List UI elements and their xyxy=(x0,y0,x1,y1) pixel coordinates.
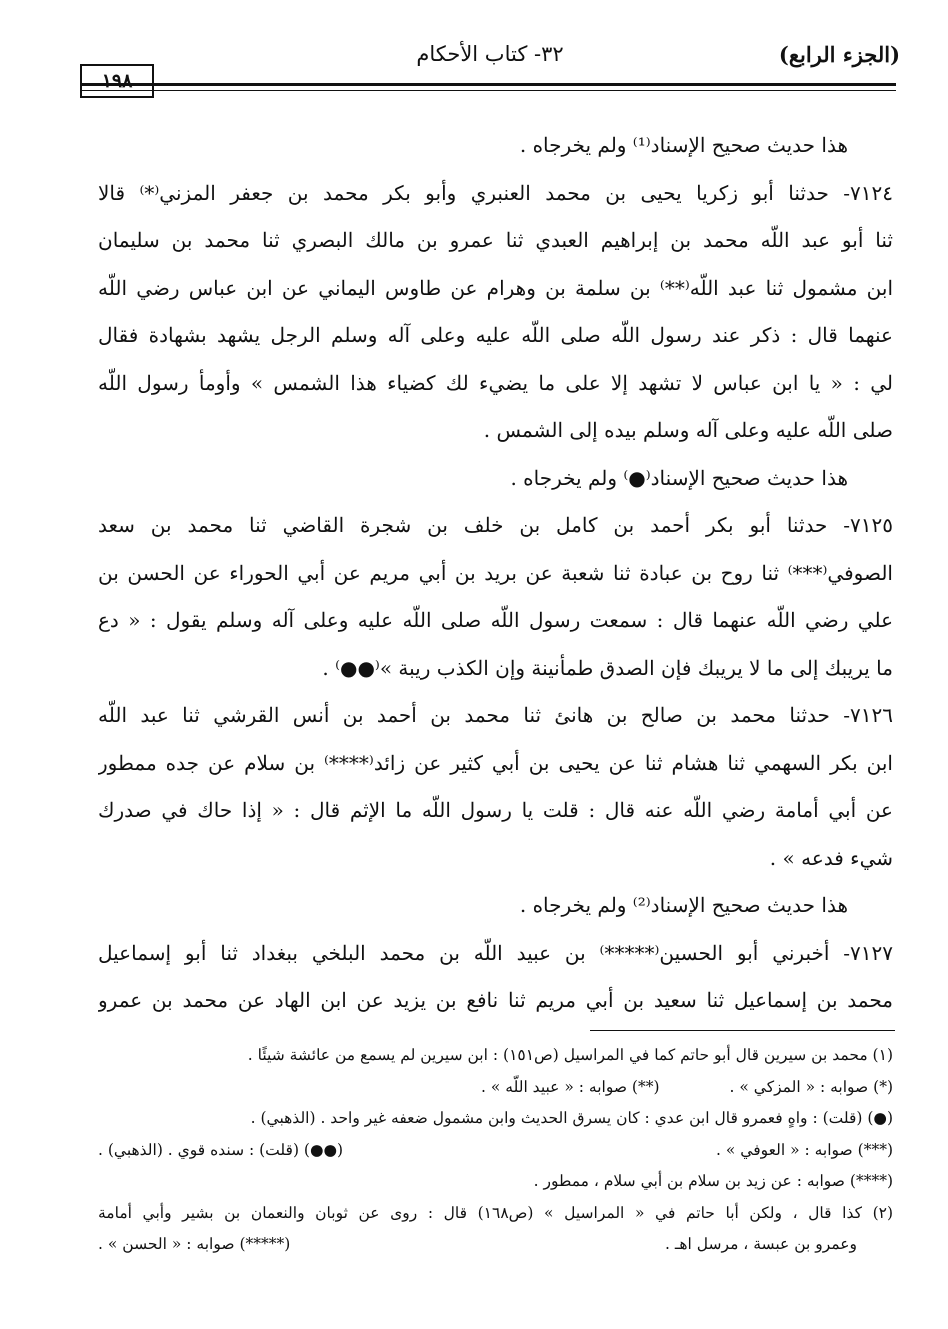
footnote-row xyxy=(98,1229,893,1261)
footnote: (**) صوابه : « عبيد اللّه » . xyxy=(481,1077,660,1096)
text-line: ابن مشمول ثنا عبد اللّه⁽**⁾ بن سلمة بن وهرام عن طاوس اليماني عن ابن عباس رضي اللّه xyxy=(98,275,893,300)
text-line: الصوفي⁽***⁾ ثنا روح بن عبادة ثنا شعبة عن بريد بن أبي مريم عن أبي الحوراء عن الحسن بن xyxy=(98,560,893,585)
footnotes xyxy=(98,1040,893,1261)
footnote: (****) صوابه : عن زيد بن سلام بن أبي سلام ، ممطور . xyxy=(533,1172,893,1190)
text-line: محمد بن إسماعيل ثنا سعيد بن أبي مريم ثنا نافع بن يزيد عن ابن الهاد عن محمد بن عمرو xyxy=(98,988,893,1012)
main-text xyxy=(98,122,893,1025)
footnote-separator xyxy=(590,1030,895,1031)
text-line: لي : « يا ابن عباس لا تشهد إلا على ما يضيء لك كضياء هذا الشمس » وأومأ رسول اللّه xyxy=(98,370,893,395)
text-line: ثنا أبو عبد اللّه محمد بن إبراهيم العبدي ثنا عمرو بن مالك البصري ثنا محمد بن سليمان xyxy=(98,228,893,252)
text-line: عن أبي أمامة رضي اللّه عنه قال : قلت يا رسول اللّه ما الإثم قال : « إذا حاك في صدرك xyxy=(98,798,893,822)
text-line: ٧١٢٥- حدثنا أبو بكر أحمد بن كامل بن خلف بن شجرة القاضي ثنا محمد بن سعد xyxy=(98,513,893,537)
header-rule-thin xyxy=(80,90,896,91)
footnote: (●●) (قلت) : سنده قوي . (الذهبي) . xyxy=(98,1140,344,1159)
footnote-row xyxy=(98,1072,893,1104)
text-line: صلى اللّه عليه وعلى آله وسلم بيده إلى الشمس . xyxy=(483,418,893,442)
footnote: وعمرو بن عبسة ، مرسل اهـ . xyxy=(664,1235,857,1253)
text-line: ابن بكر السهمي ثنا هشام ثنا عن يحيى بن أبي كثير عن زائد⁽****⁾ بن سلام عن جده ممطور xyxy=(98,750,893,775)
footnote: (*****) صوابه : « الحسن » . xyxy=(98,1235,291,1253)
footnote: (٢) كذا قال ، ولكن أبا حاتم في « المراسيل » (ص١٦٨) قال : روى عن ثوبان والنعمان بن بشير وأبي أمامة xyxy=(98,1203,893,1222)
text-line: علي رضي اللّه عنهما قال : سمعت رسول اللّه صلى اللّه عليه وعلى آله وسلم يقول : « دع xyxy=(98,608,893,632)
page-number: ١٩٨ xyxy=(80,64,154,98)
footnote-row xyxy=(98,1135,893,1167)
text-line: هذا حديث صحيح الإسناد⁽²⁾ ولم يخرجاه . xyxy=(519,893,848,917)
book-title: ٣٢- كتاب الأحكام xyxy=(416,42,564,66)
text-line: هذا حديث صحيح الإسناد⁽¹⁾ ولم يخرجاه . xyxy=(519,133,848,157)
footnote: (***) صوابه : « العوفي » . xyxy=(716,1140,893,1159)
header-rule xyxy=(80,83,896,86)
footnote: (١) محمد بن سيرين قال أبو حاتم كما في المراسيل (ص١٥١) : ابن سيرين لم يسمع من عائشة شيئًا . xyxy=(247,1046,893,1064)
volume-label: (الجزء الرابع) xyxy=(778,42,900,67)
running-header xyxy=(80,42,900,92)
footnote: (●) (قلت) : واهٍ فعمرو قال ابن عدي : كان يسرق الحديث وابن مشمول ضعفه غير واحد . (الذهبي) . xyxy=(250,1109,893,1127)
text-line: ٧١٢٤- حدثنا أبو زكريا يحيى بن محمد العنبري وأبو بكر محمد بن جعفر المزني⁽*⁾ قالا xyxy=(98,180,893,205)
text-line: ٧١٢٧- أخبرني أبو الحسين⁽*****⁾ بن عبيد اللّه بن محمد البلخي ببغداد ثنا أبو إسماعيل xyxy=(98,940,893,965)
footnote: (*) صوابه : « المزكي » . xyxy=(729,1077,893,1096)
text-line: ٧١٢٦- حدثنا محمد بن صالح بن هانئ ثنا محمد بن أحمد بن أنس القرشي ثنا عبد اللّه xyxy=(98,703,893,727)
text-line: هذا حديث صحيح الإسناد⁽●⁾ ولم يخرجاه . xyxy=(510,465,848,490)
text-line: شيء فدعه » . xyxy=(769,845,893,870)
text-line: ما يريبك إلى ما لا يريبك فإن الصدق طمأنينة وإن الكذب ريبة »⁽●●⁾ . xyxy=(322,655,893,680)
text-line: عنهما قال : ذكر عند رسول اللّه صلى اللّه عليه وعلى آله وسلم الرجل يشهد بشهادة فقال xyxy=(98,323,893,347)
